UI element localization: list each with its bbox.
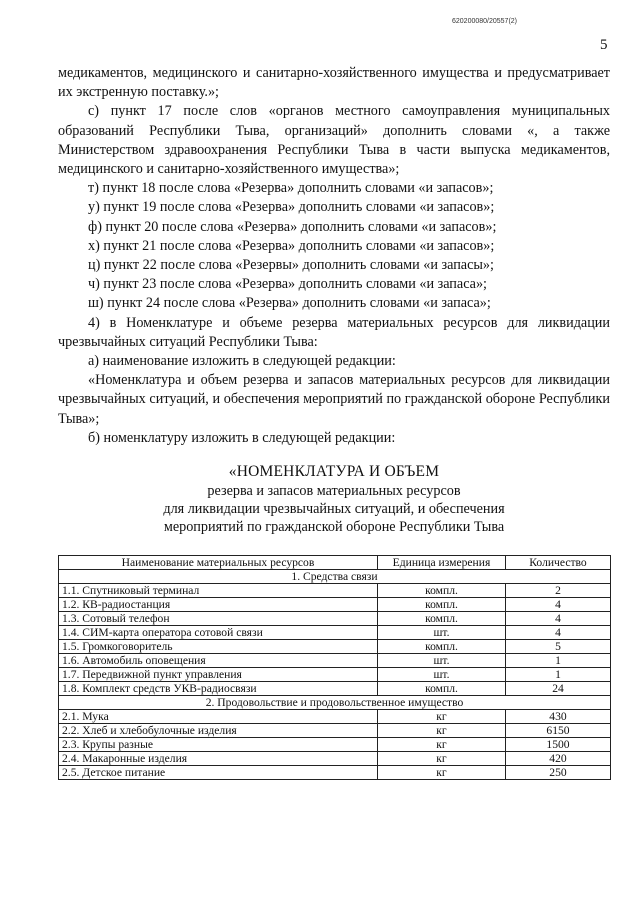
cell-unit: кг: [378, 738, 506, 752]
cell-qty: 420: [506, 752, 611, 766]
paragraph: 4) в Номенклатуре и объеме резерва материальных ресурсов для ликвидации чрезвычайных ситуаций Республики Тыва:: [58, 314, 610, 350]
paragraph: медикаментов, медицинского и санитарно-хозяйственного имущества и предусматривает их экстренную поставку.»;: [58, 65, 610, 101]
cell-qty: 1: [506, 654, 611, 668]
cell-unit: шт.: [378, 654, 506, 668]
paragraph: ч) пункт 23 после слова «Резерва» дополнить словами «и запаса»;: [88, 276, 488, 293]
header-unit: Единица измерения: [378, 556, 506, 570]
header-qty: Количество: [506, 556, 611, 570]
cell-unit: компл.: [378, 584, 506, 598]
cell-qty: 430: [506, 710, 611, 724]
paragraph: ф) пункт 20 после слова «Резерва» дополнить словами «и запасов»;: [88, 218, 497, 235]
paragraph: б) номенклатуру изложить в следующей редакции:: [88, 429, 396, 446]
paragraph: ш) пункт 24 после слова «Резерва» дополнить словами «и запаса»;: [88, 295, 491, 312]
table-row: [59, 752, 611, 766]
cell-qty: 6150: [506, 724, 611, 738]
table-row: [59, 654, 611, 668]
document-body: [58, 64, 610, 448]
table-row: [59, 738, 611, 752]
cell-name: 1.6. Автомобиль оповещения: [59, 654, 378, 668]
cell-name: 2.3. Крупы разные: [59, 738, 378, 752]
cell-name: 1.1. Спутниковый терминал: [59, 584, 378, 598]
cell-qty: 4: [506, 612, 611, 626]
cell-qty: 250: [506, 766, 611, 780]
cell-name: 1.4. СИМ-карта оператора сотовой связи: [59, 626, 378, 640]
cell-qty: 4: [506, 626, 611, 640]
cell-name: 1.8. Комплект средств УКВ-радиосвязи: [59, 682, 378, 696]
cell-name: 2.2. Хлеб и хлебобулочные изделия: [59, 724, 378, 738]
cell-name: 1.2. КВ-радиостанция: [59, 598, 378, 612]
title-main: «НОМЕНКЛАТУРА И ОБЪЕМ: [228, 463, 440, 480]
cell-unit: кг: [378, 724, 506, 738]
paragraph: с) пункт 17 после слов «органов местного самоуправления муниципальных образований Республики Тыва, организаций» дополнить словами «, а также Министерством здравоохранения Республики Тыва в части выпуска медикаментов, медицинского и санитарно-хозяйственного имущества»;: [58, 103, 610, 178]
table-row: [59, 766, 611, 780]
section-row: [59, 570, 611, 584]
paragraph: а) наименование изложить в следующей редакции:: [88, 353, 396, 370]
cell-qty: 5: [506, 640, 611, 654]
cell-unit: компл.: [378, 598, 506, 612]
title-line: резерва и запасов материальных ресурсов: [207, 483, 461, 499]
title-line: для ликвидации чрезвычайных ситуаций, и обеспечения: [163, 501, 505, 517]
cell-unit: компл.: [378, 612, 506, 626]
cell-name: 1.3. Сотовый телефон: [59, 612, 378, 626]
table-row: [59, 598, 611, 612]
table-row: [59, 584, 611, 598]
cell-unit: кг: [378, 710, 506, 724]
cell-unit: компл.: [378, 682, 506, 696]
table-row: [59, 612, 611, 626]
cell-unit: кг: [378, 752, 506, 766]
paragraph: «Номенклатура и объем резерва и запасов материальных ресурсов для ликвидации чрезвычайных ситуаций, и обеспечения мероприятий по гражданской обороне Республики Тыва»;: [58, 372, 610, 427]
cell-unit: кг: [378, 766, 506, 780]
cell-unit: шт.: [378, 668, 506, 682]
cell-name: 1.7. Передвижной пункт управления: [59, 668, 378, 682]
cell-qty: 24: [506, 682, 611, 696]
cell-name: 1.5. Громкоговоритель: [59, 640, 378, 654]
section-title: 1. Средства связи: [59, 570, 611, 584]
cell-qty: 1: [506, 668, 611, 682]
document-id: 620200080/20557(2): [452, 18, 518, 25]
paragraph: т) пункт 18 после слова «Резерва» дополнить словами «и запасов»;: [88, 180, 494, 197]
cell-name: 2.1. Мука: [59, 710, 378, 724]
paragraph: у) пункт 19 после слова «Резерва» дополнить словами «и запасов»;: [88, 199, 495, 216]
section-row: [59, 696, 611, 710]
page-number: 5: [600, 37, 608, 53]
section-title: 2. Продовольствие и продовольственное имущество: [59, 696, 611, 710]
table-row: [59, 668, 611, 682]
table-row: [59, 682, 611, 696]
nomenclature-title: [58, 462, 610, 536]
cell-name: 2.5. Детское питание: [59, 766, 378, 780]
table-body: [59, 570, 611, 780]
cell-qty: 2: [506, 584, 611, 598]
table-row: [59, 724, 611, 738]
table-row: [59, 640, 611, 654]
cell-unit: компл.: [378, 640, 506, 654]
table-row: [59, 710, 611, 724]
cell-qty: 1500: [506, 738, 611, 752]
cell-unit: шт.: [378, 626, 506, 640]
table-row: [59, 626, 611, 640]
table-header-row: [59, 556, 611, 570]
paragraph: ц) пункт 22 после слова «Резервы» дополнить словами «и запасы»;: [88, 257, 494, 274]
nomenclature-table: [58, 555, 611, 780]
cell-name: 2.4. Макаронные изделия: [59, 752, 378, 766]
paragraph: х) пункт 21 после слова «Резерва» дополнить словами «и запасов»;: [88, 237, 495, 254]
header-name: Наименование материальных ресурсов: [59, 556, 378, 570]
title-line: мероприятий по гражданской обороне Республики Тыва: [163, 519, 505, 535]
cell-qty: 4: [506, 598, 611, 612]
